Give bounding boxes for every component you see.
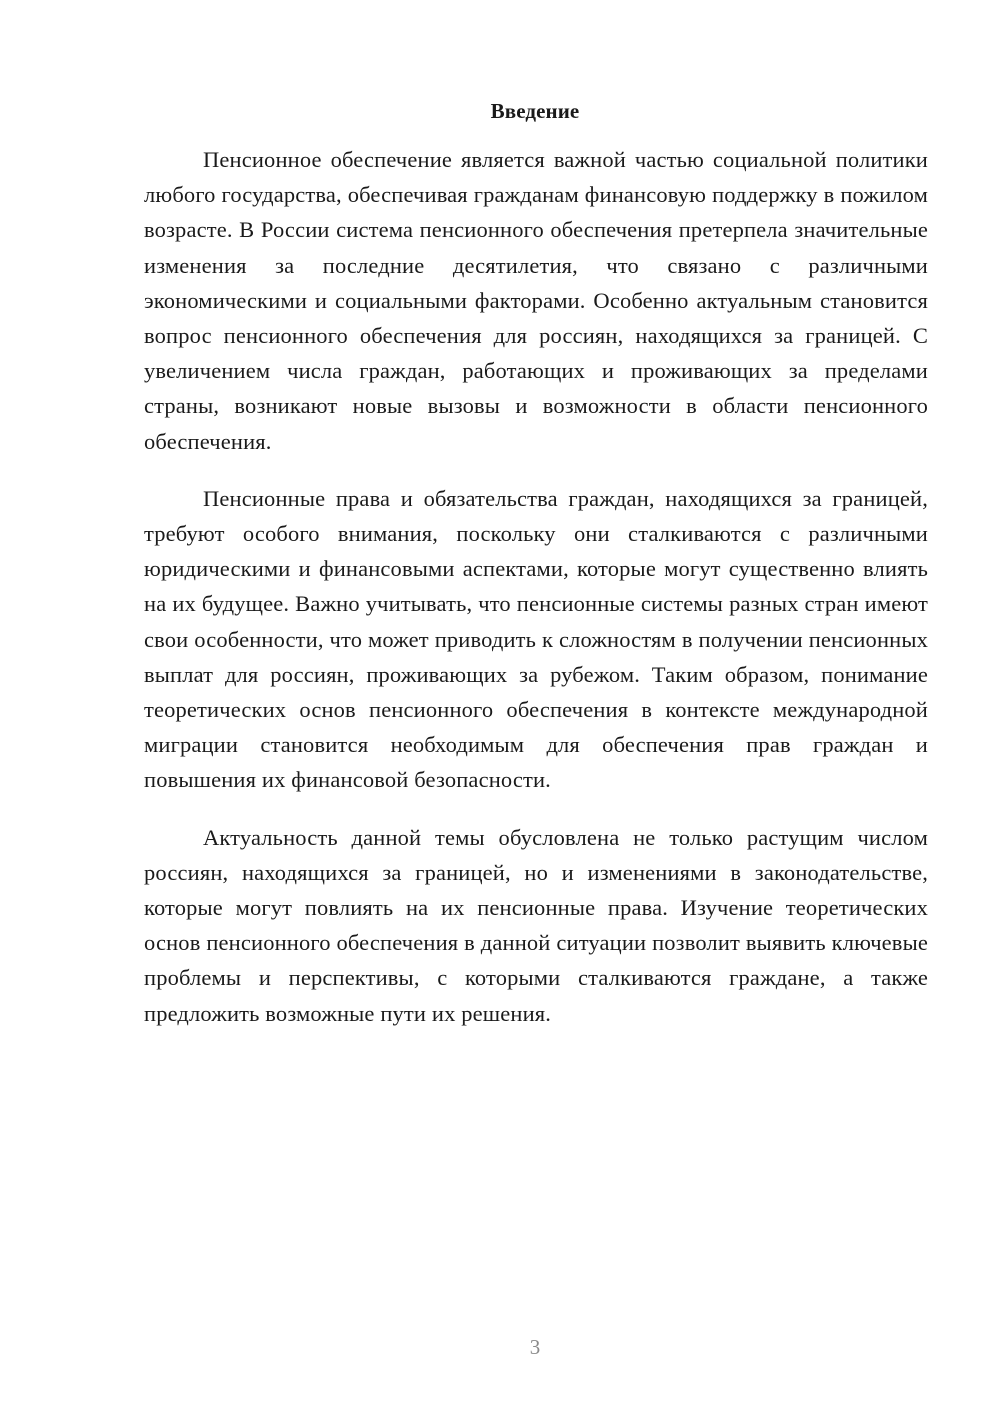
- body-text: [144, 142, 928, 1053]
- paragraph-2: Пенсионные права и обязательства граждан, находящихся за границей, требуют особого внимания, поскольку они сталкиваются с различными юридическими и финансовыми аспектами, которые могут существенно влиять на их будущее. Важно учитывать, что пенсионные системы разных стран имеют свои особенности, что может приводить к сложностям в получении пенсионных выплат для россиян, проживающих за рубежом. Таким образом, понимание теоретических основ пенсионного обеспечения в контексте международной миграции становится необходимым для обеспечения прав граждан и повышения их финансовой безопасности.: [144, 485, 928, 793]
- page-number: 3: [529, 1335, 541, 1359]
- section-title: Введение: [490, 99, 580, 123]
- paragraph-3: Актуальность данной темы обусловлена не только растущим числом россиян, находящихся за границей, но и изменениями в законодательстве, которые могут повлиять на их пенсионные права. Изучение теоретических основ пенсионного обеспечения в данной ситуации позволит выявить ключевые проблемы и перспективы, с которыми сталкиваются граждане, а также предложить возможные пути их решения.: [144, 824, 928, 1026]
- paragraph-1: Пенсионное обеспечение является важной частью социальной политики любого государства, обеспечивая гражданам финансовую поддержку в пожилом возрасте. В России система пенсионного обеспечения претерпела значительные изменения за последние десятилетия, что связано с различными экономическими и социальными факторами. Особенно актуальным становится вопрос пенсионного обеспечения для россиян, находящихся за границей. С увеличением числа граждан, работающих и проживающих за пределами страны, возникают новые вызовы и возможности в области пенсионного обеспечения.: [144, 147, 928, 454]
